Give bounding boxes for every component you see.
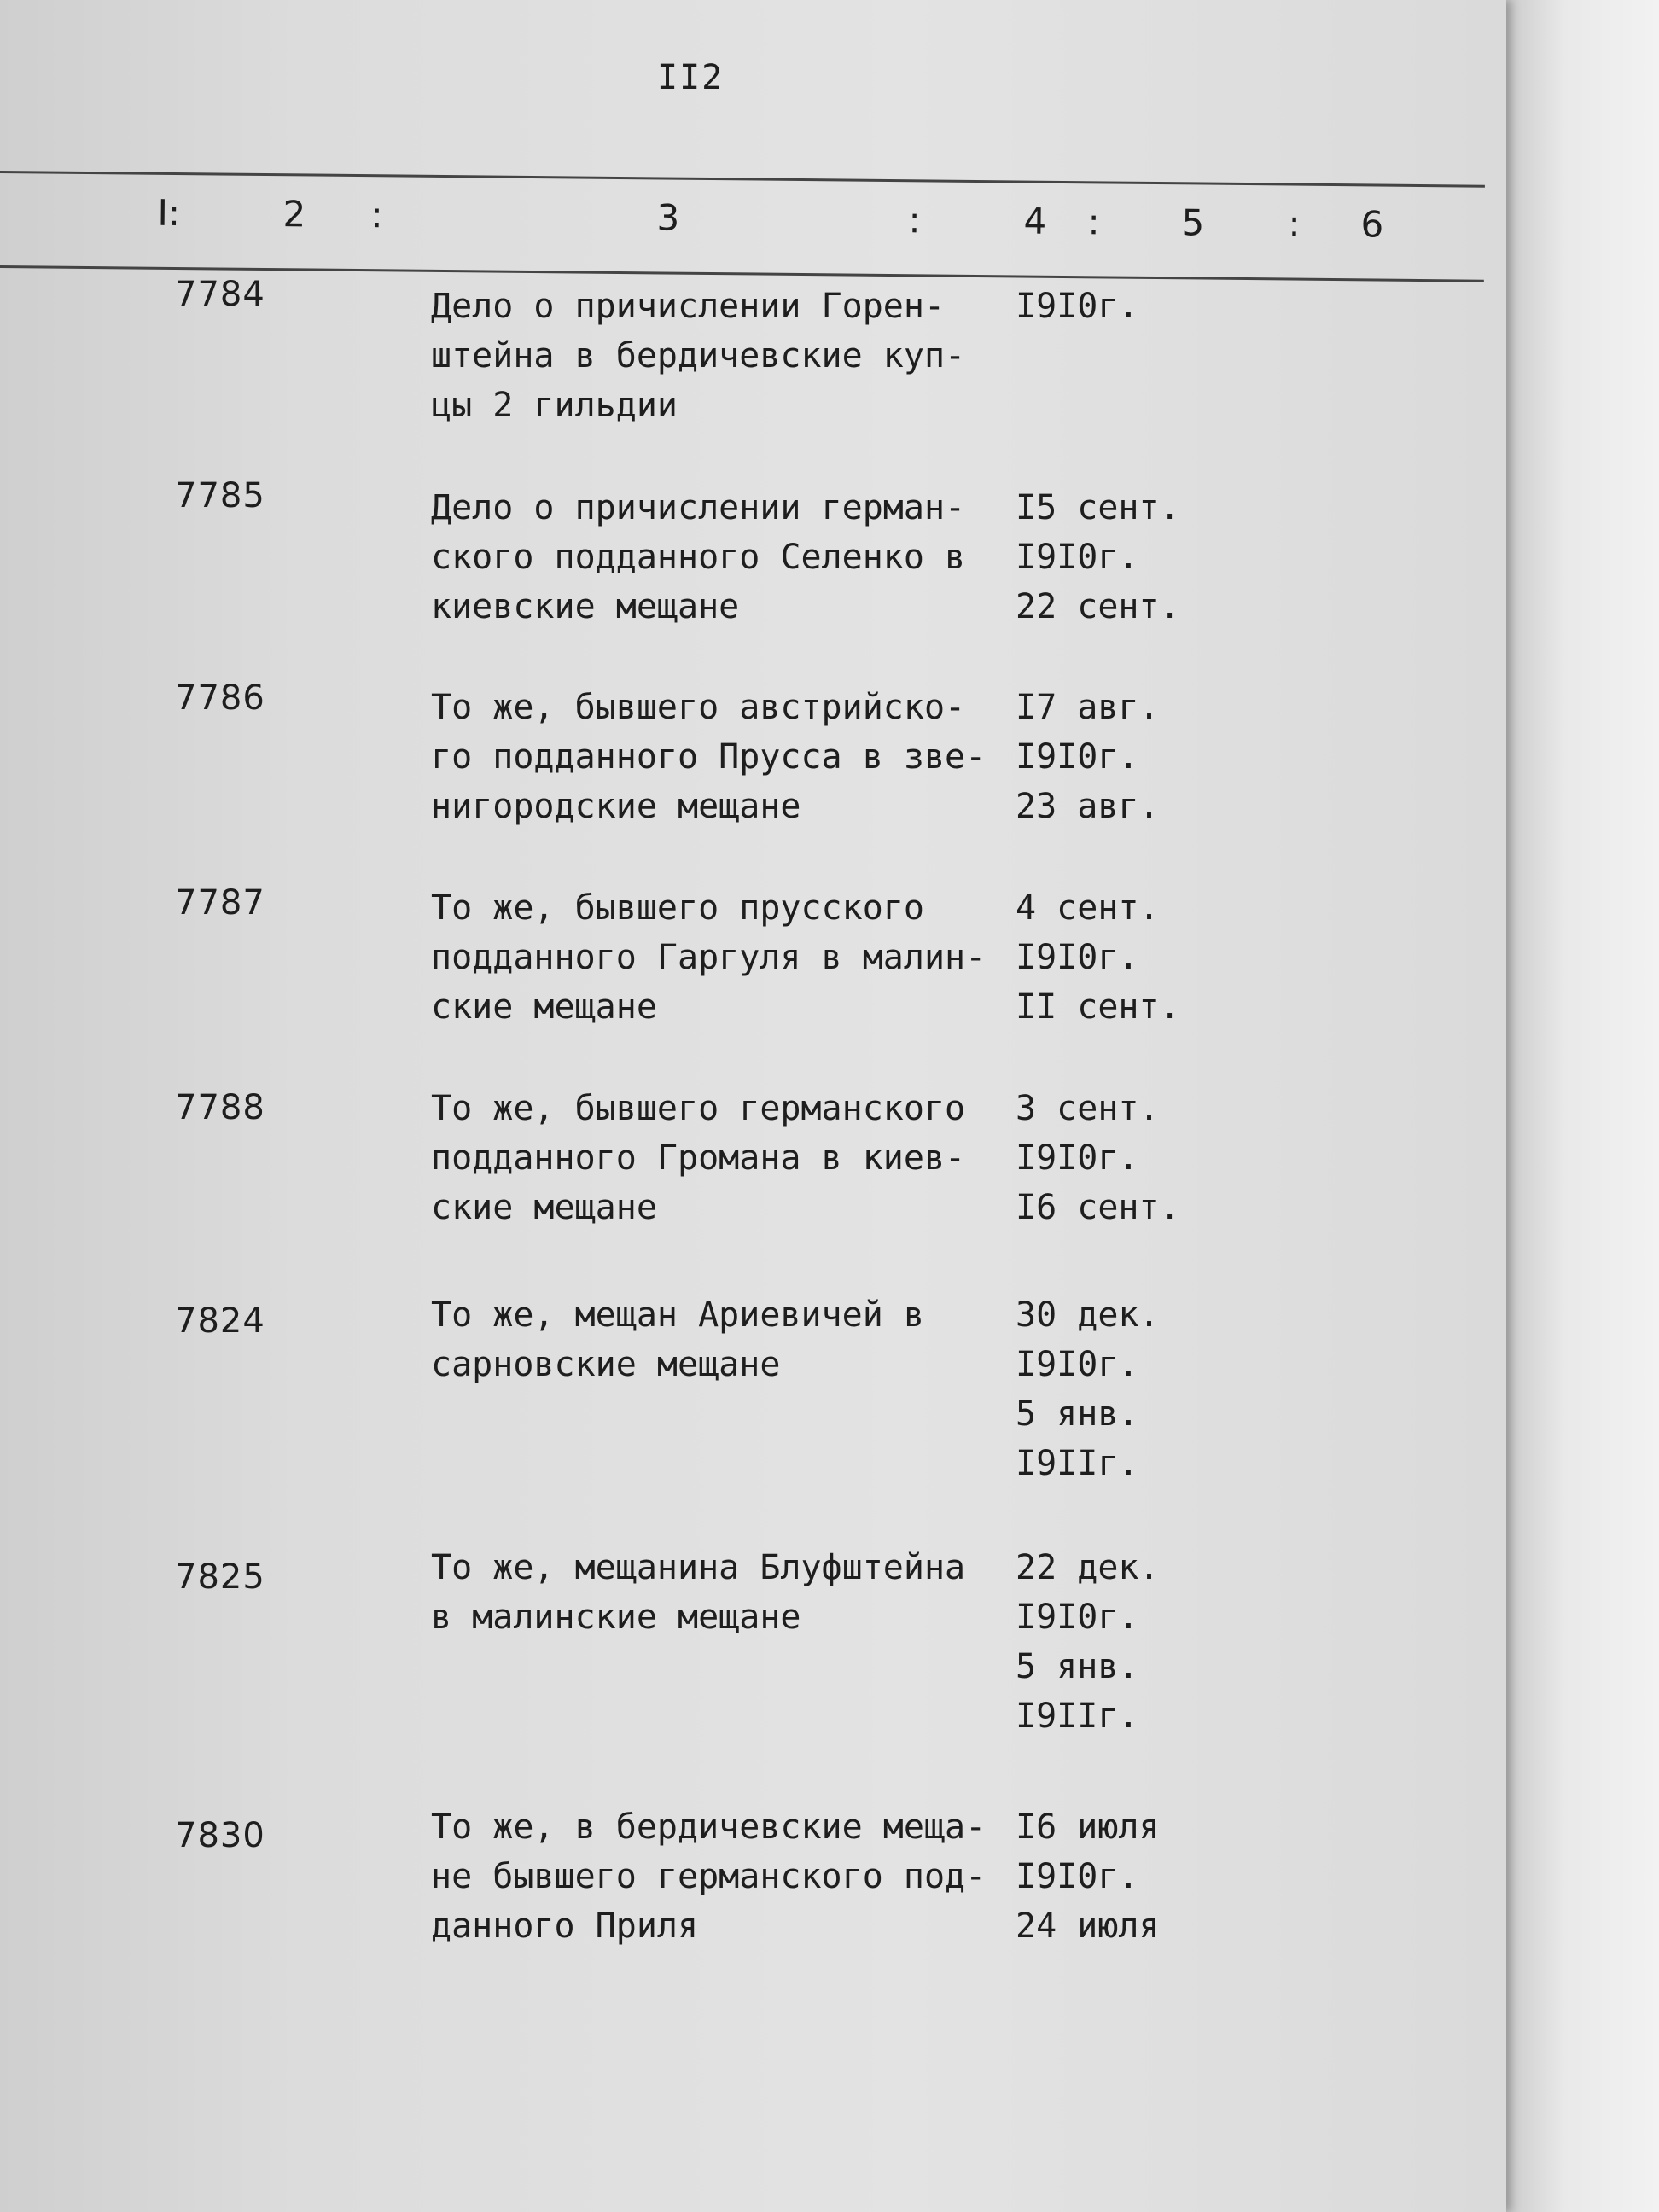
record-description [431, 1802, 1020, 1951]
date-line: 22 сент. [1016, 587, 1180, 626]
description-line: нигородские мещане [431, 787, 801, 826]
record-description [431, 1084, 1020, 1232]
date-line: I6 июля [1016, 1807, 1160, 1847]
date-line: 23 авг. [1016, 787, 1160, 826]
page-number: II2 [657, 58, 725, 97]
description-line: сарновские мещане [431, 1345, 781, 1384]
record-description [431, 483, 1020, 632]
description-line: ские мещане [431, 987, 657, 1027]
date-line: 3 сент. [1016, 1089, 1160, 1128]
date-line: I9IIг. [1016, 1697, 1139, 1736]
record-dates [1016, 1290, 1237, 1488]
date-line: 30 дек. [1016, 1295, 1160, 1335]
description-line: То же, мещанина Блуфштейна [431, 1548, 966, 1587]
date-line: 22 дек. [1016, 1548, 1160, 1587]
description-line: То же, мещан Ариевичей в [431, 1295, 924, 1335]
record-id: 7784 [175, 275, 265, 314]
date-line: I9I0г. [1016, 538, 1139, 577]
date-line: I9I0г. [1016, 1345, 1139, 1384]
date-line: 4 сент. [1016, 888, 1160, 928]
column-header-6: 6 [1360, 203, 1384, 246]
record-id: 7825 [175, 1557, 265, 1597]
record-dates [1016, 1543, 1237, 1741]
date-line: I9I0г. [1016, 1138, 1139, 1178]
description-line: подданного Гаргуля в малин- [431, 938, 987, 977]
column-separator: : [370, 194, 383, 236]
column-header-2: 2 [282, 193, 306, 236]
date-line: I5 сент. [1016, 488, 1180, 527]
description-line: в малинские мещане [431, 1598, 801, 1637]
description-line: То же, бывшего германского [431, 1089, 966, 1128]
description-line: цы 2 гильдии [431, 386, 678, 425]
column-separator: : [1288, 202, 1301, 245]
record-id: 7788 [175, 1088, 265, 1127]
description-line: штейна в бердичевские куп- [431, 336, 966, 375]
description-line: ские мещане [431, 1188, 657, 1227]
record-dates [1016, 683, 1237, 831]
description-line: ского подданного Селенко в [431, 538, 966, 577]
date-line: I9I0г. [1016, 287, 1139, 326]
record-dates [1016, 483, 1237, 632]
date-line: I7 авг. [1016, 688, 1160, 727]
record-id: 7785 [175, 476, 265, 515]
record-description [431, 282, 1020, 430]
record-description [431, 683, 1020, 831]
date-line: I9I0г. [1016, 1598, 1139, 1637]
date-line: I9IIг. [1016, 1444, 1139, 1483]
record-description [431, 883, 1020, 1032]
description-line: киевские мещане [431, 587, 740, 626]
record-id: 7787 [175, 883, 265, 923]
date-line: I9I0г. [1016, 1857, 1139, 1896]
column-separator: : [908, 199, 921, 242]
description-line: данного Приля [431, 1906, 699, 1946]
record-id: 7830 [175, 1816, 265, 1855]
date-line: I9I0г. [1016, 938, 1139, 977]
table-header [0, 171, 1485, 282]
record-id: 7824 [175, 1301, 265, 1341]
column-header-4: 4 [1023, 200, 1047, 242]
description-line: То же, в бердичевские меща- [431, 1807, 987, 1847]
date-line: I9I0г. [1016, 737, 1139, 777]
column-header-3: 3 [656, 196, 680, 239]
record-id: 7786 [175, 678, 265, 718]
description-line: То же, бывшего австрийско- [431, 688, 966, 727]
record-dates [1016, 282, 1237, 331]
column-header-5: 5 [1181, 201, 1205, 244]
background-right [1502, 0, 1659, 2212]
record-description [431, 1290, 1020, 1389]
description-line: Дело о причислении Горен- [431, 287, 946, 326]
date-line: 5 янв. [1016, 1394, 1139, 1434]
description-line: То же, бывшего прусского [431, 888, 924, 928]
record-dates [1016, 1084, 1237, 1232]
description-line: подданного Громана в киев- [431, 1138, 966, 1178]
date-line: I6 сент. [1016, 1188, 1180, 1227]
description-line: не бывшего германского под- [431, 1857, 987, 1896]
date-line: II сент. [1016, 987, 1180, 1027]
description-line: го подданного Прусса в зве- [431, 737, 987, 777]
record-dates [1016, 883, 1237, 1032]
record-description [431, 1543, 1020, 1642]
record-dates [1016, 1802, 1237, 1951]
column-header-1: I: [157, 191, 181, 235]
date-line: 24 июля [1016, 1906, 1160, 1946]
description-line: Дело о причислении герман- [431, 488, 966, 527]
date-line: 5 янв. [1016, 1647, 1139, 1686]
column-separator: : [1087, 201, 1100, 243]
